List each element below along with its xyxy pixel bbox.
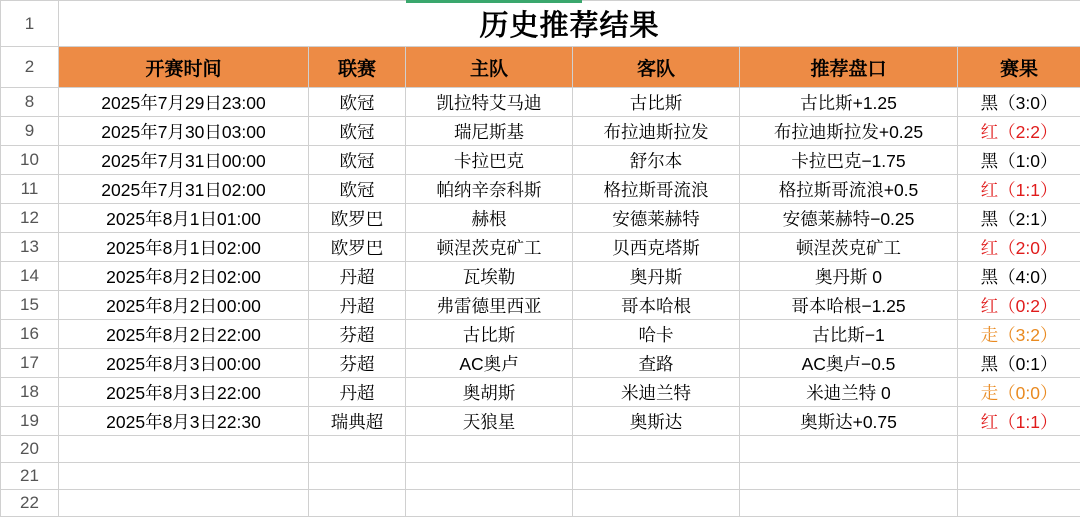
empty-row[interactable]: [1, 436, 1080, 463]
result-mark: 黑: [980, 208, 999, 229]
column-header-pick[interactable]: 推荐盘口: [740, 47, 958, 88]
row-header[interactable]: 15: [1, 291, 59, 320]
cell-pick[interactable]: 奥斯达+0.75: [740, 407, 958, 436]
row-header[interactable]: 8: [1, 88, 59, 117]
cell-away[interactable]: 古比斯: [573, 88, 740, 117]
cell-result[interactable]: [958, 117, 1080, 146]
cell-home[interactable]: 瑞尼斯基: [406, 117, 573, 146]
cell-result[interactable]: [958, 262, 1080, 291]
cell-away[interactable]: 安德莱赫特: [573, 204, 740, 233]
cell-home[interactable]: 弗雷德里西亚: [406, 291, 573, 320]
row-header[interactable]: 9: [1, 117, 59, 146]
table-row[interactable]: [1, 378, 1080, 407]
cell-away[interactable]: 米迪兰特: [573, 378, 740, 407]
column-header-time[interactable]: 开赛时间: [59, 47, 309, 88]
cell-league[interactable]: 丹超: [309, 291, 406, 320]
cell-home[interactable]: AC奥卢: [406, 349, 573, 378]
row-header[interactable]: 18: [1, 378, 59, 407]
empty-cell[interactable]: [406, 463, 573, 490]
row-header[interactable]: 21: [1, 463, 59, 490]
empty-cell[interactable]: [59, 463, 309, 490]
cell-result[interactable]: [958, 407, 1080, 436]
table-row[interactable]: [1, 320, 1080, 349]
empty-cell[interactable]: [573, 436, 740, 463]
cell-away[interactable]: 查路: [573, 349, 740, 378]
table-row[interactable]: [1, 88, 1080, 117]
empty-cell[interactable]: [740, 436, 958, 463]
cell-league[interactable]: 丹超: [309, 262, 406, 291]
empty-cell[interactable]: [573, 463, 740, 490]
cell-away[interactable]: 贝西克塔斯: [573, 233, 740, 262]
empty-cell[interactable]: [573, 490, 740, 517]
column-header-result[interactable]: 赛果: [958, 47, 1080, 88]
empty-cell[interactable]: [406, 490, 573, 517]
cell-home[interactable]: 天狼星: [406, 407, 573, 436]
column-header-league[interactable]: 联赛: [309, 47, 406, 88]
result-mark: 红: [980, 121, 999, 142]
cell-league[interactable]: 欧罗巴: [309, 204, 406, 233]
empty-cell[interactable]: [309, 490, 406, 517]
cell-league[interactable]: 欧冠: [309, 146, 406, 175]
cell-away[interactable]: 布拉迪斯拉发: [573, 117, 740, 146]
empty-row[interactable]: [1, 463, 1080, 490]
table-row[interactable]: [1, 262, 1080, 291]
cell-time[interactable]: 2025年8月1日02:00: [59, 233, 309, 262]
result-score: （1:0）: [998, 150, 1058, 171]
cell-pick[interactable]: 古比斯+1.25: [740, 88, 958, 117]
cell-pick[interactable]: 奥丹斯 0: [740, 262, 958, 291]
row-header[interactable]: 2: [1, 47, 59, 88]
table-row[interactable]: [1, 349, 1080, 378]
empty-cell[interactable]: [958, 490, 1080, 517]
table-row[interactable]: [1, 146, 1080, 175]
empty-cell[interactable]: [309, 463, 406, 490]
result-score: （3:2）: [998, 324, 1058, 345]
row-header[interactable]: 1: [1, 1, 59, 47]
page-title: 历史推荐结果: [59, 1, 1080, 47]
result-mark: 黑: [980, 353, 999, 374]
selection-indicator-bar: [406, 0, 582, 3]
cell-away[interactable]: 舒尔本: [573, 146, 740, 175]
row-header[interactable]: 10: [1, 146, 59, 175]
cell-home[interactable]: 顿涅茨克矿工: [406, 233, 573, 262]
cell-pick[interactable]: 安德莱赫特−0.25: [740, 204, 958, 233]
cell-result[interactable]: [958, 378, 1080, 407]
cell-time[interactable]: 2025年8月3日00:00: [59, 349, 309, 378]
cell-time[interactable]: 2025年8月1日01:00: [59, 204, 309, 233]
table-row[interactable]: [1, 204, 1080, 233]
result-mark: 红: [980, 411, 999, 432]
cell-result[interactable]: [958, 233, 1080, 262]
cell-time[interactable]: 2025年7月31日00:00: [59, 146, 309, 175]
table-row[interactable]: [1, 117, 1080, 146]
cell-league[interactable]: 欧冠: [309, 117, 406, 146]
column-header-home[interactable]: 主队: [406, 47, 573, 88]
cell-result[interactable]: [958, 204, 1080, 233]
result-score: （3:0）: [998, 92, 1058, 113]
cell-time[interactable]: 2025年8月2日22:00: [59, 320, 309, 349]
row-header[interactable]: 17: [1, 349, 59, 378]
cell-time[interactable]: 2025年7月30日03:00: [59, 117, 309, 146]
cell-league[interactable]: 芬超: [309, 320, 406, 349]
cell-home[interactable]: 古比斯: [406, 320, 573, 349]
row-header[interactable]: 11: [1, 175, 59, 204]
cell-home[interactable]: 奥胡斯: [406, 378, 573, 407]
cell-away[interactable]: 奥斯达: [573, 407, 740, 436]
result-score: （4:0）: [998, 266, 1058, 287]
result-score: （0:0）: [998, 382, 1058, 403]
cell-result[interactable]: [958, 349, 1080, 378]
cell-result[interactable]: [958, 146, 1080, 175]
cell-league[interactable]: 丹超: [309, 378, 406, 407]
result-score: （2:1）: [998, 208, 1058, 229]
cell-away[interactable]: 奥丹斯: [573, 262, 740, 291]
cell-home[interactable]: 帕纳辛奈科斯: [406, 175, 573, 204]
row-header[interactable]: 13: [1, 233, 59, 262]
cell-home[interactable]: 凯拉特艾马迪: [406, 88, 573, 117]
cell-pick[interactable]: 格拉斯哥流浪+0.5: [740, 175, 958, 204]
empty-cell[interactable]: [740, 490, 958, 517]
cell-time[interactable]: 2025年8月2日02:00: [59, 262, 309, 291]
cell-league[interactable]: 欧罗巴: [309, 233, 406, 262]
cell-pick[interactable]: 米迪兰特 0: [740, 378, 958, 407]
cell-time[interactable]: 2025年7月31日02:00: [59, 175, 309, 204]
result-mark: 黑: [980, 266, 999, 287]
cell-time[interactable]: 2025年8月3日22:30: [59, 407, 309, 436]
cell-pick[interactable]: 卡拉巴克−1.75: [740, 146, 958, 175]
empty-cell[interactable]: [309, 436, 406, 463]
cell-league[interactable]: 欧冠: [309, 88, 406, 117]
result-mark: 红: [980, 179, 999, 200]
table-row[interactable]: [1, 175, 1080, 204]
cell-time[interactable]: 2025年8月2日00:00: [59, 291, 309, 320]
cell-away[interactable]: 哥本哈根: [573, 291, 740, 320]
empty-cell[interactable]: [958, 436, 1080, 463]
empty-cell[interactable]: [406, 436, 573, 463]
cell-pick[interactable]: 古比斯−1: [740, 320, 958, 349]
empty-cell[interactable]: [740, 463, 958, 490]
result-mark: 红: [980, 237, 999, 258]
column-header-row: [1, 47, 1080, 88]
cell-pick[interactable]: 顿涅茨克矿工: [740, 233, 958, 262]
result-score: （1:1）: [998, 411, 1058, 432]
empty-cell[interactable]: [958, 463, 1080, 490]
table-row[interactable]: [1, 291, 1080, 320]
cell-result[interactable]: [958, 291, 1080, 320]
cell-result[interactable]: [958, 175, 1080, 204]
cell-league[interactable]: 欧冠: [309, 175, 406, 204]
cell-time[interactable]: 2025年7月29日23:00: [59, 88, 309, 117]
empty-cell[interactable]: [59, 490, 309, 517]
table-row[interactable]: [1, 233, 1080, 262]
row-header[interactable]: 16: [1, 320, 59, 349]
cell-result[interactable]: [958, 320, 1080, 349]
result-mark: 红: [980, 295, 999, 316]
row-header[interactable]: 12: [1, 204, 59, 233]
cell-pick[interactable]: 布拉迪斯拉发+0.25: [740, 117, 958, 146]
cell-pick[interactable]: 哥本哈根−1.25: [740, 291, 958, 320]
result-score: （0:2）: [998, 295, 1058, 316]
column-header-away[interactable]: 客队: [573, 47, 740, 88]
result-mark: 走: [980, 324, 999, 345]
result-score: （2:0）: [998, 237, 1058, 258]
title-row: [1, 1, 1080, 47]
table-row[interactable]: [1, 407, 1080, 436]
cell-away[interactable]: 格拉斯哥流浪: [573, 175, 740, 204]
cell-league[interactable]: 芬超: [309, 349, 406, 378]
cell-away[interactable]: 哈卡: [573, 320, 740, 349]
result-mark: 黑: [980, 92, 999, 113]
result-score: （2:2）: [998, 121, 1058, 142]
result-score: （0:1）: [998, 353, 1058, 374]
row-header[interactable]: 20: [1, 436, 59, 463]
cell-home[interactable]: 赫根: [406, 204, 573, 233]
cell-time[interactable]: 2025年8月3日22:00: [59, 378, 309, 407]
row-header[interactable]: 14: [1, 262, 59, 291]
result-mark: 黑: [980, 150, 999, 171]
result-score: （1:1）: [998, 179, 1058, 200]
row-header[interactable]: 22: [1, 490, 59, 517]
cell-home[interactable]: 卡拉巴克: [406, 146, 573, 175]
row-header[interactable]: 19: [1, 407, 59, 436]
result-mark: 走: [980, 382, 999, 403]
cell-league[interactable]: 瑞典超: [309, 407, 406, 436]
cell-pick[interactable]: AC奥卢−0.5: [740, 349, 958, 378]
empty-cell[interactable]: [59, 436, 309, 463]
cell-home[interactable]: 瓦埃勒: [406, 262, 573, 291]
cell-result[interactable]: [958, 88, 1080, 117]
empty-row[interactable]: [1, 490, 1080, 517]
